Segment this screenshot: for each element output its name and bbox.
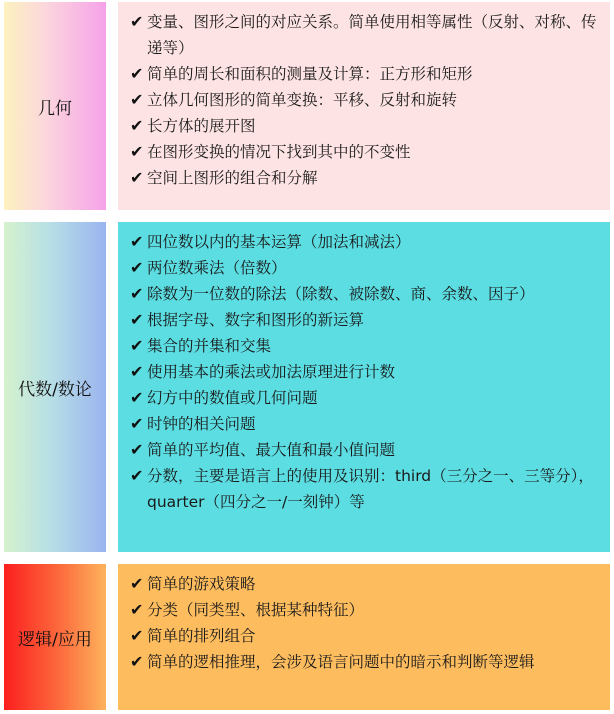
list-item [130, 281, 600, 307]
list-item [130, 229, 600, 255]
list-item-text: 长方体的展开图 [147, 117, 256, 135]
list-item [130, 359, 600, 385]
list-item [130, 139, 600, 165]
list-item [130, 9, 600, 61]
check-icon: ✔ [130, 414, 144, 433]
check-icon: ✔ [130, 362, 144, 381]
list-item [130, 385, 600, 411]
check-icon: ✔ [130, 284, 144, 303]
list-item [130, 623, 600, 649]
check-icon: ✔ [130, 168, 144, 187]
list-item [130, 437, 600, 463]
list-item [130, 333, 600, 359]
list-item-text: 简单的游戏策略 [147, 575, 256, 593]
check-icon: ✔ [130, 12, 144, 31]
list-item [130, 61, 600, 87]
check-icon: ✔ [130, 388, 144, 407]
list-item-text: 简单的逻相推理，会涉及语言问题中的暗示和判断等逻辑 [147, 653, 535, 671]
list-item-text: 简单的排列组合 [147, 627, 256, 645]
check-icon: ✔ [130, 626, 144, 645]
list-item-text: 简单的平均值、最大值和最小值问题 [147, 441, 396, 459]
check-icon: ✔ [130, 600, 144, 619]
check-icon: ✔ [130, 466, 144, 485]
list-item-text: 时钟的相关问题 [147, 415, 256, 433]
category-title: 几何 [38, 98, 72, 119]
list-item [130, 307, 600, 333]
list-item-text: 变量、图形之间的对应关系。简单使用相等属性（反射、对称、传递等） [147, 13, 597, 57]
check-icon: ✔ [130, 116, 144, 135]
list-item [130, 463, 600, 515]
list-item-text: 立体几何图形的简单变换：平移、反射和旋转 [147, 91, 458, 109]
category-content-geometry [118, 2, 610, 210]
list-item-text: 集合的并集和交集 [147, 337, 272, 355]
list-item [130, 649, 600, 675]
list-item [130, 113, 600, 139]
list-item-text: 分类（同类型、根据某种特征） [147, 601, 365, 619]
check-icon: ✔ [130, 440, 144, 459]
check-icon: ✔ [130, 64, 144, 83]
list-item [130, 165, 600, 191]
list-item [130, 87, 600, 113]
check-icon: ✔ [130, 652, 144, 671]
list-item-text: 简单的周长和面积的测量及计算：正方形和矩形 [147, 65, 473, 83]
list-item-text: 四位数以内的基本运算（加法和减法） [147, 233, 411, 251]
list-item-text: 两位数乘法（倍数） [147, 259, 287, 277]
category-content-logic [118, 564, 610, 710]
check-icon: ✔ [130, 258, 144, 277]
check-icon: ✔ [130, 574, 144, 593]
list-item [130, 597, 600, 623]
check-icon: ✔ [130, 336, 144, 355]
list-item-text: 空间上图形的组合和分解 [147, 169, 318, 187]
check-icon: ✔ [130, 310, 144, 329]
list-item-text: 使用基本的乘法或加法原理进行计数 [147, 363, 396, 381]
list-item [130, 255, 600, 281]
list-item [130, 571, 600, 597]
category-title: 代数/数论 [18, 379, 92, 400]
list-item-text: 分数，主要是语言上的使用及识别：third（三分之一、三等分），quarter（四分之一/一刻钟）等 [147, 467, 594, 511]
category-label-algebra [4, 222, 106, 552]
list-item-text: 根据字母、数字和图形的新运算 [147, 311, 365, 329]
category-title: 逻辑/应用 [18, 629, 92, 650]
check-icon: ✔ [130, 232, 144, 251]
category-label-logic [4, 564, 106, 710]
check-icon: ✔ [130, 142, 144, 161]
list-item-text: 幻方中的数值或几何问题 [147, 389, 318, 407]
category-content-algebra [118, 222, 610, 552]
list-item [130, 411, 600, 437]
list-item-text: 除数为一位数的除法（除数、被除数、商、余数、因子） [147, 285, 535, 303]
category-label-geometry [4, 2, 106, 210]
list-item-text: 在图形变换的情况下找到其中的不变性 [147, 143, 411, 161]
check-icon: ✔ [130, 90, 144, 109]
